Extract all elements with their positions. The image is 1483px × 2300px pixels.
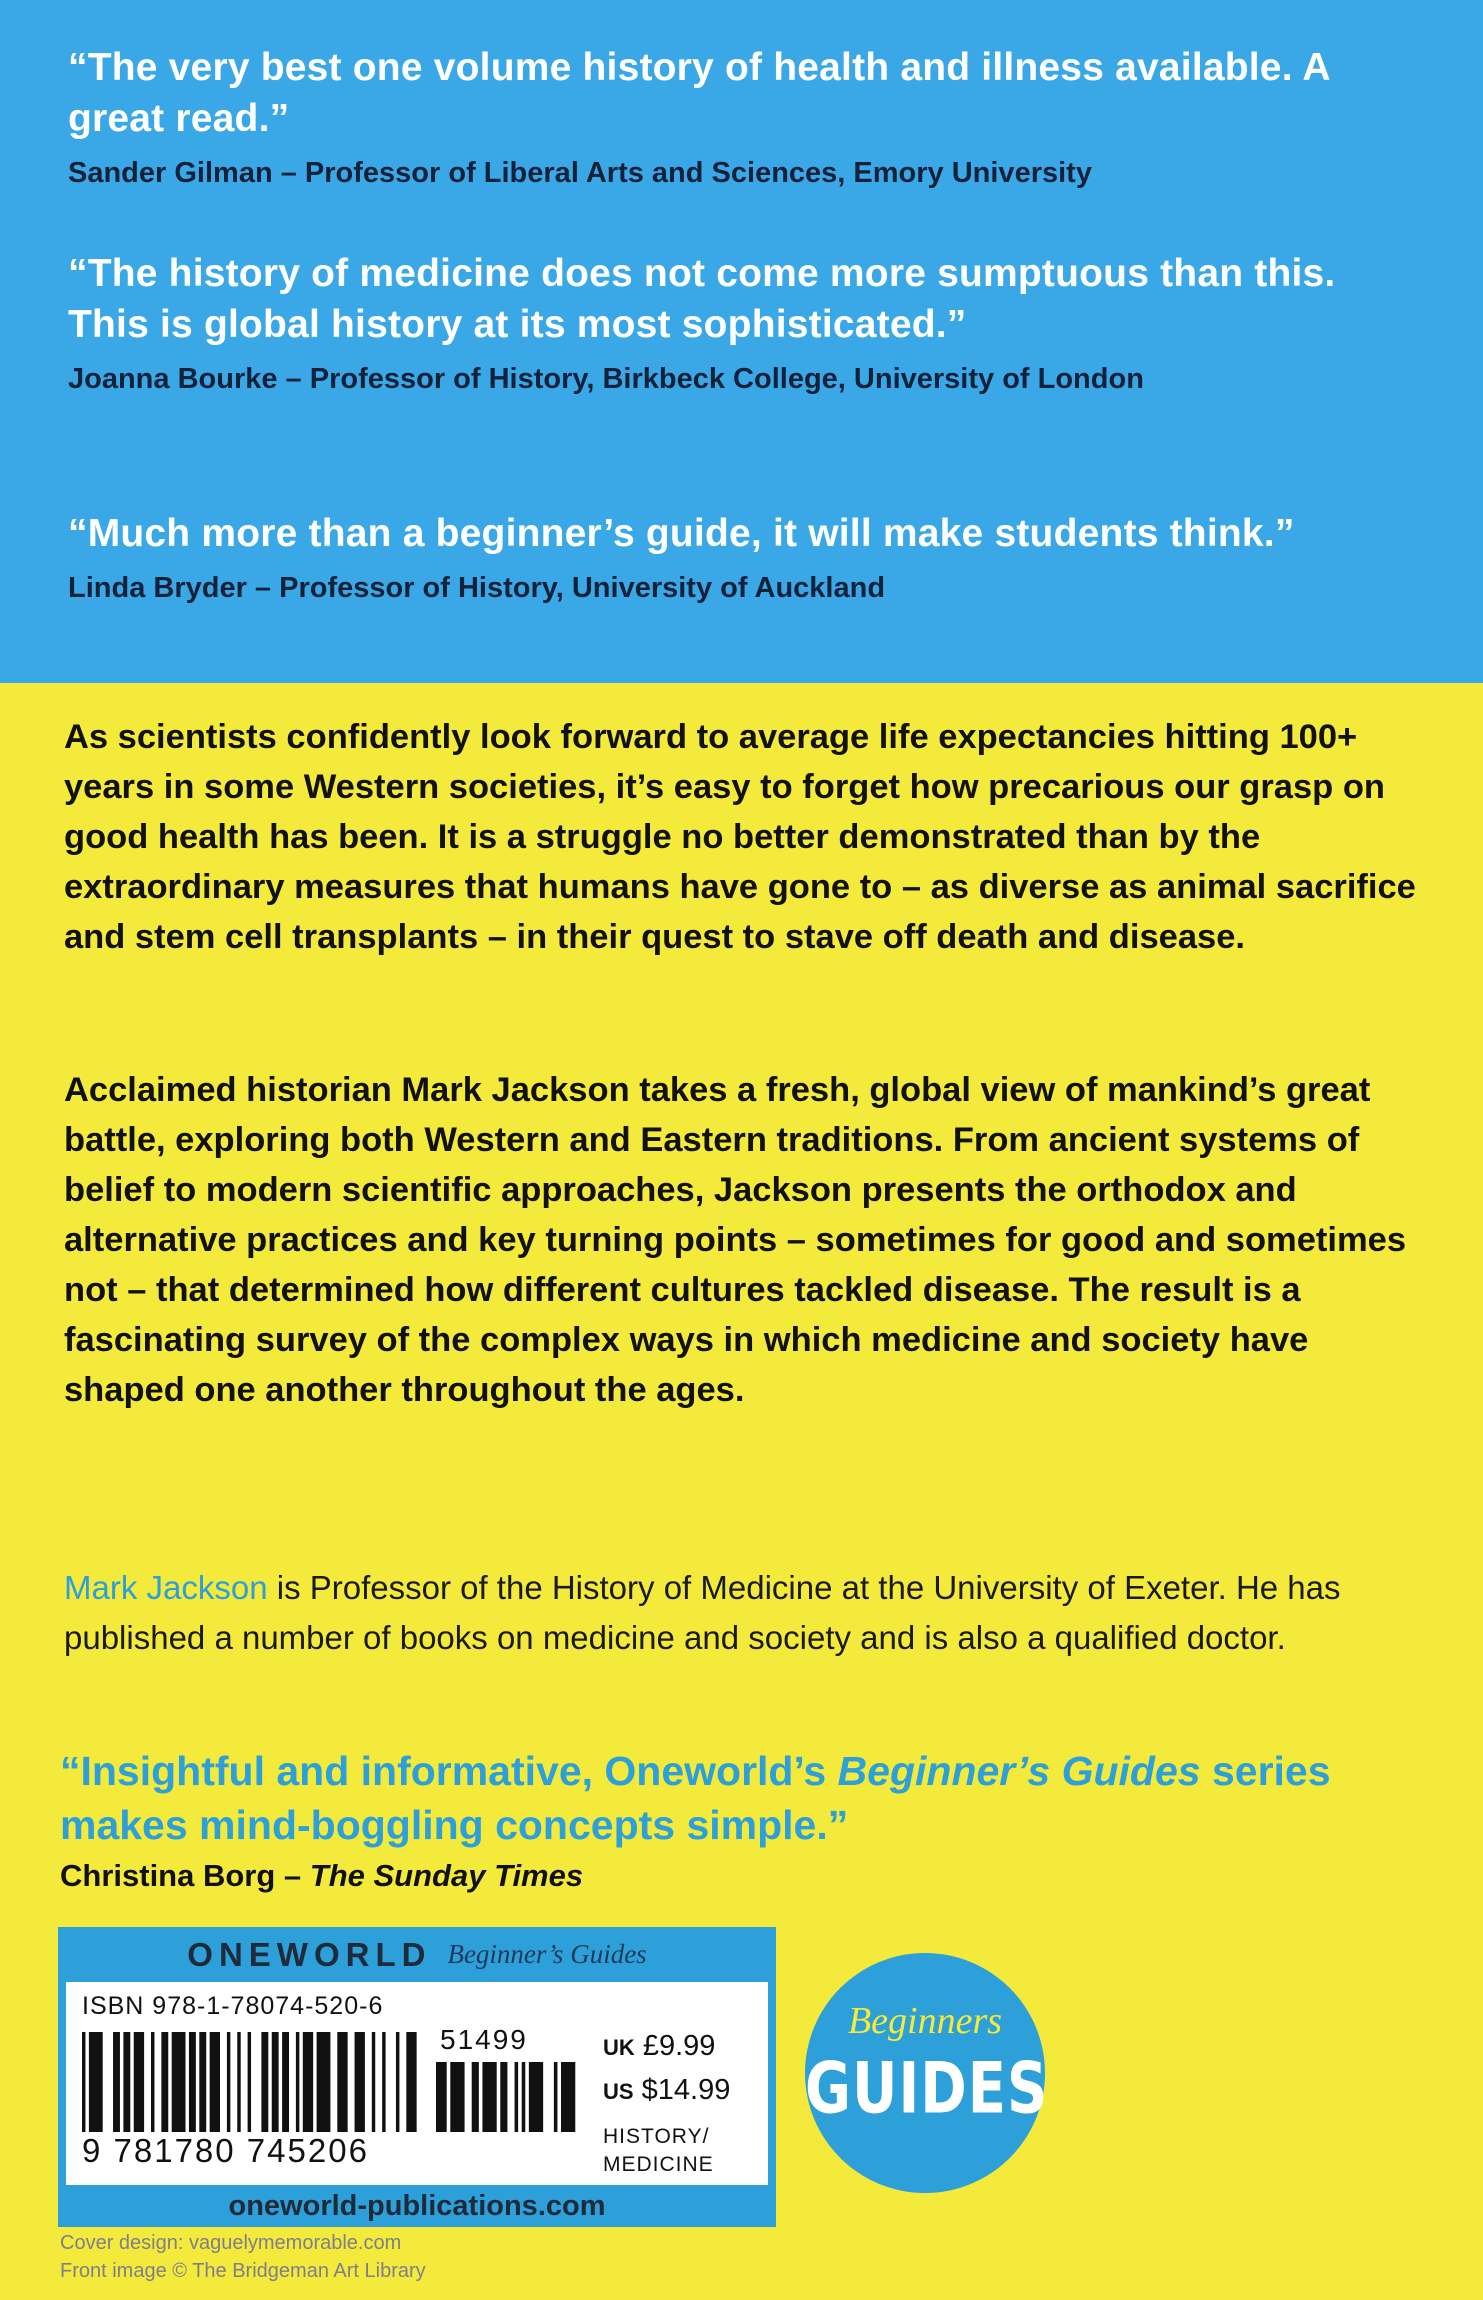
series-endorsement-attribution xyxy=(60,1855,583,1897)
credits xyxy=(60,2229,426,2285)
price-uk-label: UK xyxy=(603,2035,635,2060)
publisher-website: oneworld-publications.com xyxy=(228,2189,606,2222)
endorsement-3 xyxy=(68,508,1408,613)
barcode-bar xyxy=(261,2032,268,2132)
price-us-label: US xyxy=(603,2079,634,2104)
category-line: HISTORY/ xyxy=(603,2125,710,2148)
isbn: ISBN 978-1-78074-520-6 xyxy=(82,1992,384,2020)
beginners-guides-badge xyxy=(805,1953,1049,2193)
endorsement-quote: “The very best one volume history of health and illness available. A great read.” xyxy=(68,46,1330,140)
barcode-bar xyxy=(337,2032,347,2132)
barcode-bar xyxy=(406,2032,416,2132)
barcode-bar xyxy=(189,2032,196,2132)
barcode-bar xyxy=(382,2032,385,2132)
barcode-bar xyxy=(317,2032,331,2132)
barcode-bar xyxy=(199,2032,206,2132)
barcode-bar xyxy=(248,2032,251,2132)
endorsement-2 xyxy=(68,248,1408,404)
endorsement-attribution: Sander Gilman – Professor of Liberal Arts and Sciences, Emory University xyxy=(68,157,1092,189)
barcode-bar xyxy=(355,2032,365,2132)
barcode-bar xyxy=(134,2032,144,2132)
barcode-bar xyxy=(396,2032,399,2132)
barcode-bar xyxy=(172,2032,186,2132)
price-us-value: $14.99 xyxy=(641,2074,731,2106)
barcode-bar xyxy=(554,2062,558,2132)
barcode-bars xyxy=(82,2032,427,2132)
barcode-bar xyxy=(529,2062,543,2132)
series-endorsement-quote xyxy=(60,1744,1400,1852)
badge-title: GUIDES xyxy=(805,2048,1049,2131)
barcode-bar xyxy=(210,2032,220,2132)
barcode-bar xyxy=(296,2032,299,2132)
description-paragraph-2: Acclaimed historian Mark Jackson takes a fresh, global view of mankind’s great battle, exploring both Western and Eastern traditions. From ancient systems of belief to modern scientific approaches, Jackson presents the orthodox and alternative practices and key turning points – sometimes for good and sometimes not – that determined how different cultures tackled disease. The result is a fascinating survey of the complex ways in which medicine and society have shaped one another throughout the ages. xyxy=(64,1071,1407,1409)
barcode-bar xyxy=(272,2032,279,2132)
barcode-addon-bars xyxy=(436,2062,586,2132)
category-line: MEDICINE xyxy=(603,2153,714,2176)
endorsement-attribution: Joanna Bourke – Professor of History, Birkbeck College, University of London xyxy=(68,363,1144,395)
barcode-bar xyxy=(450,2062,464,2132)
endorsement-quote: “Much more than a beginner’s guide, it will make students think.” xyxy=(68,512,1295,555)
series-attribution-source: The Sunday Times xyxy=(309,1858,584,1893)
barcode-bar xyxy=(123,2032,130,2132)
endorsement-1 xyxy=(68,42,1408,198)
price-us xyxy=(603,2074,730,2107)
barcode-digits: 9 781780 745206 xyxy=(82,2132,369,2169)
cover-design-credit: Cover design: vaguelymemorable.com xyxy=(60,2232,402,2254)
badge-script-text: Beginners xyxy=(847,2000,1003,2042)
barcode-bar xyxy=(482,2062,496,2132)
author-name: Mark Jackson xyxy=(64,1569,268,1606)
front-image-credit: Front image © The Bridgeman Art Library xyxy=(60,2260,426,2282)
barcode-bar xyxy=(151,2032,154,2132)
series-quote-part: series makes mind-boggling concepts simple.” xyxy=(60,1748,1331,1848)
barcode-bar xyxy=(522,2062,526,2132)
barcode-bar xyxy=(436,2062,447,2132)
barcode-bar xyxy=(113,2032,120,2132)
category xyxy=(603,2123,753,2179)
series-name: Beginner’s Guides xyxy=(447,1939,647,1969)
series-attribution-name: Christina Borg – xyxy=(60,1858,310,1893)
barcode-bar xyxy=(303,2032,313,2132)
barcode-panel-header xyxy=(58,1927,776,1982)
barcode-box xyxy=(66,1982,768,2185)
barcode-bar xyxy=(82,2032,85,2132)
barcode-bar xyxy=(561,2062,575,2132)
endorsement-quote: “The history of medicine does not come more sumptuous than this. This is global history at its most sophisticated.” xyxy=(68,252,1336,346)
barcode-bar xyxy=(372,2032,375,2132)
series-quote-part: “Insightful and informative, Oneworld’s xyxy=(60,1748,838,1794)
barcode-bar xyxy=(282,2032,289,2132)
author-bio-text: is Professor of the History of Medicine at the University of Exeter. He has published a number of books on medicine and society and is also a qualified doctor. xyxy=(64,1569,1341,1656)
description-paragraph-1: As scientists confidently look forward to average life expectancies hitting 100+ years in some Western societies, it’s easy to forget how precarious our grasp on good health has been. It is a struggle no better demonstrated than by the extraordinary measures that humans have gone to – as diverse as animal sacrifice and stem cell transplants – in their quest to stave off death and disease. xyxy=(64,718,1416,956)
barcode-bar xyxy=(472,2062,479,2132)
publisher-name: ONEWORLD xyxy=(187,1935,432,1973)
barcode-panel xyxy=(58,1927,776,2227)
barcode-bar xyxy=(515,2062,519,2132)
barcode-bar xyxy=(89,2032,103,2132)
barcode-addon-digits: 51499 xyxy=(440,2024,528,2055)
barcode-bar xyxy=(227,2032,230,2132)
price-uk xyxy=(603,2030,715,2063)
price-uk-value: £9.99 xyxy=(642,2030,716,2062)
series-quote-italic: Beginner’s Guides xyxy=(837,1748,1201,1794)
barcode-bar xyxy=(500,2062,507,2132)
endorsement-attribution: Linda Bryder – Professor of History, University of Auckland xyxy=(68,572,886,604)
barcode-bar xyxy=(237,2032,240,2132)
author-bio xyxy=(64,1563,1404,1663)
barcode-bar xyxy=(161,2032,168,2132)
